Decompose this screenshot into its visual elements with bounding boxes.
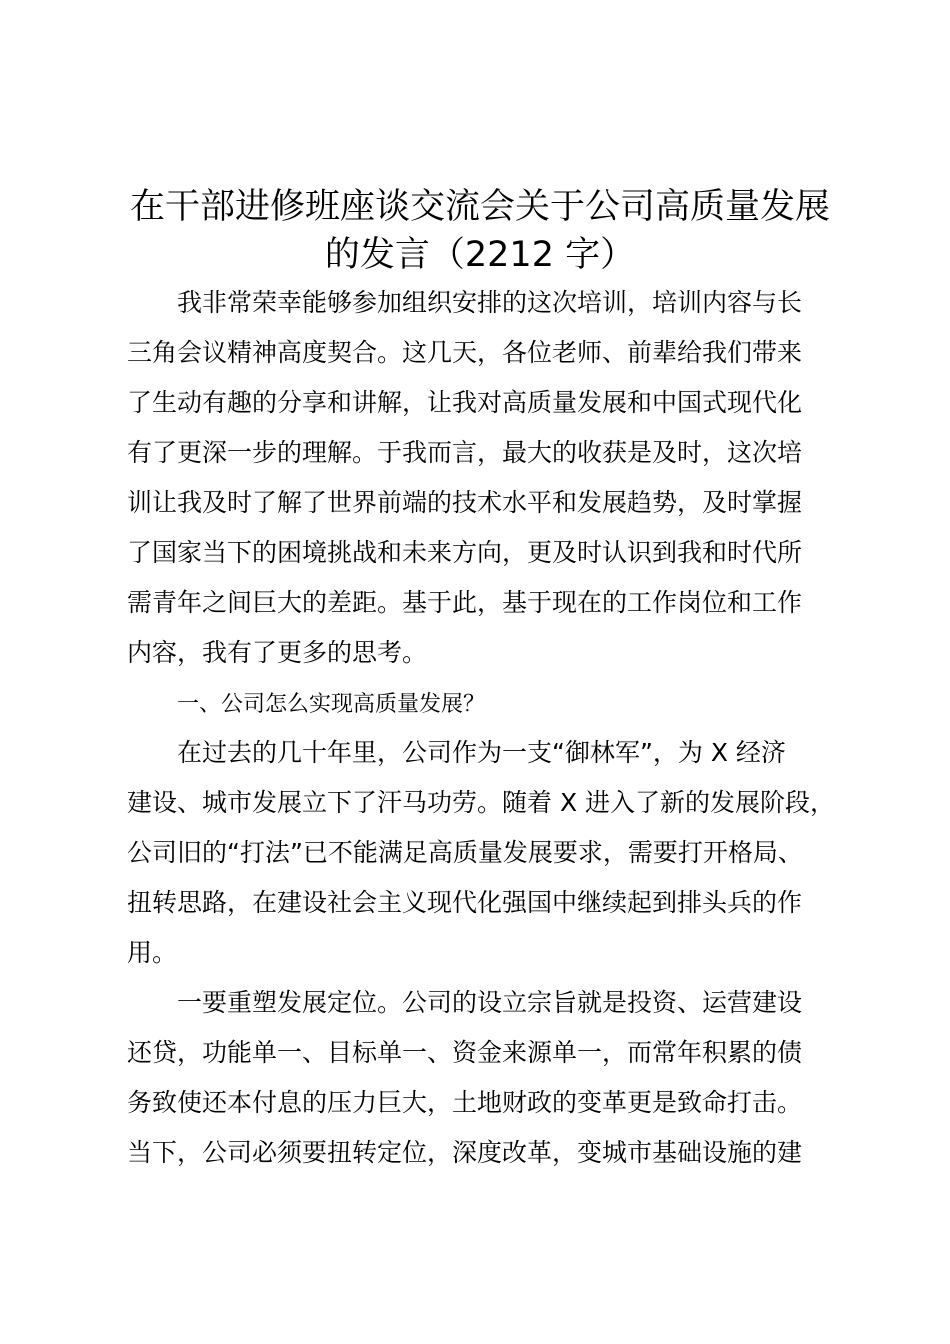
section-heading: 一、公司怎么实现高质量发展？ [177, 692, 486, 717]
paragraph-1-line-5: 训让我及时了解了世界前端的技术水平和发展趋势，及时掌握 [127, 488, 803, 517]
paragraph-3-line-1: 一要重塑发展定位。公司的设立宗旨就是投资、运营建设 [177, 988, 803, 1017]
paragraph-1-line-3: 了生动有趣的分享和讲解，让我对高质量发展和中国式现代化 [127, 388, 803, 417]
paragraph-1-line-2: 三角会议精神高度契合。这几天，各位老师、前辈给我们带来 [127, 338, 803, 367]
paragraph-2-line-1: 在过去的几十年里，公司作为一支“御林军”，为 X 经济 [177, 738, 786, 767]
paragraph-2-line-5: 用。 [127, 938, 178, 967]
paragraph-3-line-4: 当下，公司必须要扭转定位，深度改革，变城市基础设施的建 [127, 1138, 803, 1167]
paragraph-3-line-2: 还贷，功能单一、目标单一、资金来源单一，而常年积累的债 [127, 1038, 803, 1067]
document-title-line-1: 在干部进修班座谈交流会关于公司高质量发展 [129, 187, 830, 227]
paragraph-2-line-3: 公司旧的“打法”已不能满足高质量发展要求，需要打开格局、 [127, 838, 803, 867]
paragraph-1-line-7: 需青年之间巨大的差距。基于此，基于现在的工作岗位和工作 [127, 588, 803, 617]
paragraph-3-line-3: 务致使还本付息的压力巨大，土地财政的变革更是致命打击。 [127, 1088, 803, 1117]
paragraph-1-line-1: 我非常荣幸能够参加组织安排的这次培训，培训内容与长 [177, 288, 803, 317]
document-title-line-2: 的发言（2212 字） [324, 235, 636, 275]
paragraph-2-line-2: 建设、城市发展立下了汗马功劳。随着 X 进入了新的发展阶段， [127, 788, 836, 817]
paragraph-2-line-4: 扭转思路，在建设社会主义现代化强国中继续起到排头兵的作 [127, 888, 803, 917]
paragraph-1-line-4: 有了更深一步的理解。于我而言，最大的收获是及时，这次培 [127, 438, 803, 467]
paragraph-1-line-8: 内容，我有了更多的思考。 [127, 638, 428, 667]
paragraph-1-line-6: 了国家当下的困境挑战和未来方向，更及时认识到我和时代所 [127, 538, 803, 567]
